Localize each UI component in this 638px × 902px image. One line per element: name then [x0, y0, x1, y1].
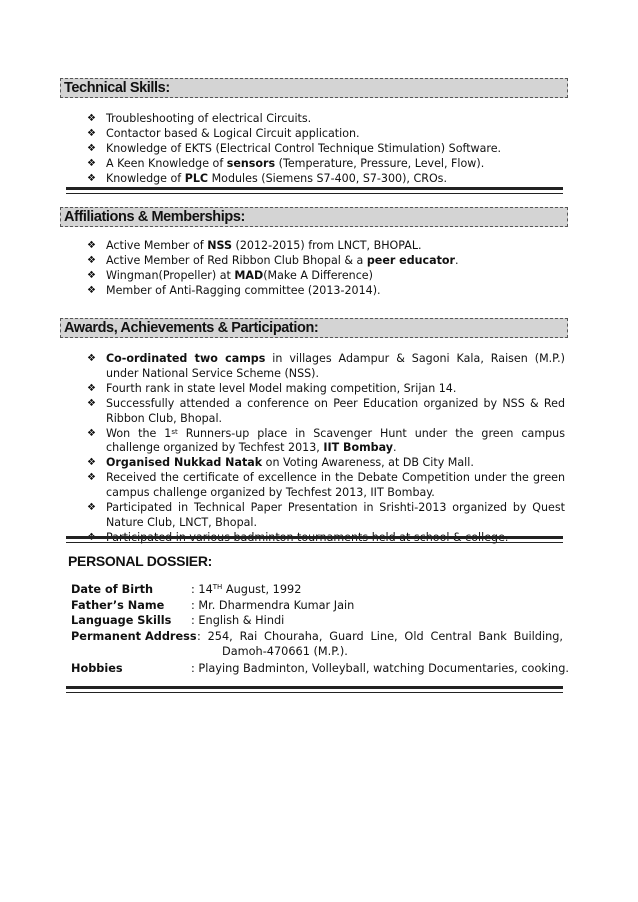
language-row: Language Skills : English & Hindi — [71, 614, 285, 627]
section-divider — [66, 187, 563, 194]
awards-list — [87, 352, 565, 546]
technical-skills-list — [87, 112, 565, 187]
diamond-bullet-icon: ❖ — [87, 157, 96, 169]
personal-details — [71, 582, 569, 676]
technical-skills-heading: Technical Skills: — [60, 78, 568, 98]
diamond-bullet-icon: ❖ — [87, 427, 96, 439]
diamond-bullet-icon: ❖ — [87, 142, 96, 154]
list-item: ❖ Troubleshooting of electrical Circuits. — [87, 112, 312, 125]
diamond-bullet-icon: ❖ — [87, 127, 96, 139]
diamond-bullet-icon: ❖ — [87, 284, 96, 296]
diamond-bullet-icon: ❖ — [87, 254, 96, 266]
diamond-bullet-icon: ❖ — [87, 353, 96, 364]
list-item: ❖ Knowledge of EKTS (Electrical Control Technique Stimulation) Software. — [87, 141, 502, 155]
diamond-bullet-icon: ❖ — [87, 502, 96, 514]
list-item: ❖ Member of Anti-Ragging committee (2013-2014). — [87, 283, 381, 297]
diamond-bullet-icon: ❖ — [87, 269, 96, 281]
list-item: ❖ Active Member of Red Ribbon Club Bhopal & a peer educator. — [87, 253, 459, 267]
hobbies-row: Hobbies : Playing Badminton, Volleyball, watching Documentaries, cooking. — [71, 661, 569, 675]
awards-heading: Awards, Achievements & Participation: — [60, 318, 568, 338]
list-item: ❖ Organised Nukkad Natak on Voting Awareness, at DB City Mall. — [87, 456, 474, 470]
section-divider — [66, 686, 563, 693]
personal-dossier-heading: PERSONAL DOSSIER: — [68, 553, 212, 569]
dob-row: Date of Birth : 14TH August, 1992 — [71, 583, 302, 596]
diamond-bullet-icon: ❖ — [87, 457, 96, 469]
affiliations-heading: Affiliations & Memberships: — [60, 207, 568, 227]
list-item: ❖ Wingman(Propeller) at MAD(Make A Difference) — [87, 268, 373, 282]
address-row: Permanent Address : 254, Rai Chouraha, Guard Line, Old Central Bank Building, — [71, 629, 563, 643]
address-row-2: Damoh-470661 (M.P.). — [222, 645, 348, 658]
diamond-bullet-icon: ❖ — [87, 472, 96, 484]
diamond-bullet-icon: ❖ — [87, 382, 96, 394]
list-item: ❖ Participated in various badminton tournaments held at school & college. — [87, 530, 509, 544]
list-item: ❖ Won the 1st Runners-up place in Scavenger Hunt under the green campus challenge organized by Techfest 2013, IIT Bombay. — [87, 426, 565, 455]
list-item: ❖ Active Member of NSS (2012-2015) from LNCT, BHOPAL. — [87, 239, 422, 252]
list-item: ❖ Knowledge of PLC Modules (Siemens S7-400, S7-300), CROs. — [87, 171, 447, 185]
list-item: ❖ Successfully attended a conference on Peer Education organized by NSS & Red Ribbon Club, Bhopal. — [87, 396, 565, 425]
affiliations-list — [87, 239, 565, 299]
diamond-bullet-icon: ❖ — [87, 172, 96, 184]
list-item: ❖ A Keen Knowledge of sensors (Temperature, Pressure, Level, Flow). — [87, 156, 485, 170]
father-row: Father’s Name : Mr. Dharmendra Kumar Jain — [71, 598, 355, 612]
list-item: ❖ Participated in Technical Paper Presentation in Srishti-2013 organized by Quest Nature Club, LNCT, Bhopal. — [87, 501, 565, 529]
list-item: ❖ Contactor based & Logical Circuit application. — [87, 126, 360, 140]
list-item: ❖ Received the certificate of excellence in the Debate Competition under the green campus challenge organized by Techfest 2013, IIT Bombay. — [87, 471, 565, 500]
list-item: ❖ Fourth rank in state level Model making competition, Srijan 14. — [87, 381, 457, 395]
diamond-bullet-icon: ❖ — [87, 397, 96, 409]
diamond-bullet-icon: ❖ — [87, 531, 96, 543]
diamond-bullet-icon: ❖ — [87, 113, 96, 124]
list-item: ❖ Co-ordinated two camps in villages Adampur & Sagoni Kala, Raisen (M.P.) under National Service Scheme (NSS). — [87, 352, 565, 380]
diamond-bullet-icon: ❖ — [87, 240, 96, 251]
section-divider — [66, 536, 563, 543]
